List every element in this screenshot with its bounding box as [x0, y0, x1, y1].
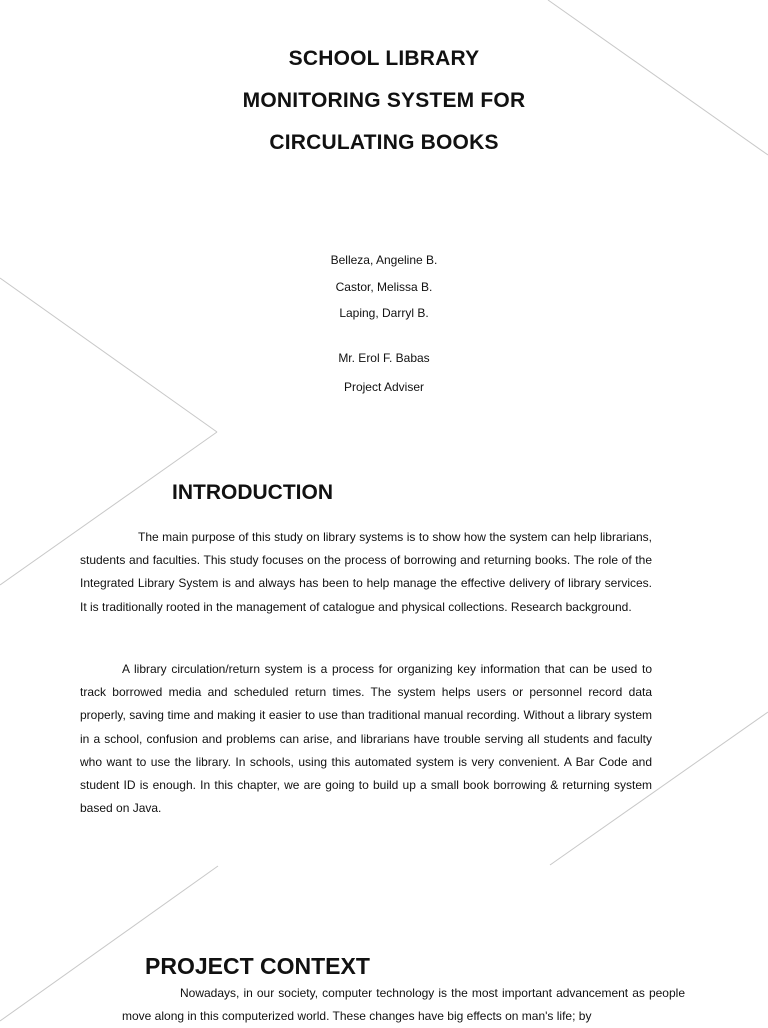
document-title: [0, 38, 768, 164]
project-context-heading: PROJECT CONTEXT: [145, 953, 370, 979]
author-name: Laping, Darryl B.: [339, 306, 429, 320]
project-context-paragraph: [122, 982, 685, 1028]
author-name: Castor, Melissa B.: [335, 279, 433, 294]
title-line: SCHOOL LIBRARY: [288, 47, 480, 70]
title-line: MONITORING SYSTEM FOR: [242, 89, 526, 112]
introduction-paragraph: [80, 658, 652, 820]
author-name: Belleza, Angeline B.: [330, 253, 438, 267]
paragraph-text: A library circulation/return system is a process for organizing key information that can be used to track borrowed media and scheduled return times. The system helps users or personnel record data properly, saving time and making it easier to use than traditional manual recording. Without a library system in a school, confusion and problems can arise, and librarians have trouble serving all students and faculty who want to use the library. In schools, using this automated system is very convenient. A Bar Code and student ID is enough. In this chapter, we are going to build up a small book borrowing & returning system based on Java.: [80, 662, 652, 816]
introduction-heading: INTRODUCTION: [172, 481, 333, 504]
paragraph-text: Nowadays, in our society, computer technology is the most important advancement as people move along in this computerized world. These changes have big effects on man's life; by: [122, 986, 685, 1024]
adviser-block: [0, 344, 768, 402]
introduction-paragraph: [80, 526, 652, 619]
adviser-role: Project Adviser: [343, 380, 425, 394]
adviser-name: Mr. Erol F. Babas: [338, 351, 430, 365]
paragraph-text: The main purpose of this study on library systems is to show how the system can help librarians, students and faculties. This study focuses on the process of borrowing and returning books. The role of the Integrated Library System is and always has been to help manage the effective delivery of library services. It is traditionally rooted in the management of catalogue and physical collections. Research background.: [80, 530, 652, 614]
author-list: [0, 247, 768, 327]
title-line: CIRCULATING BOOKS: [269, 131, 499, 154]
